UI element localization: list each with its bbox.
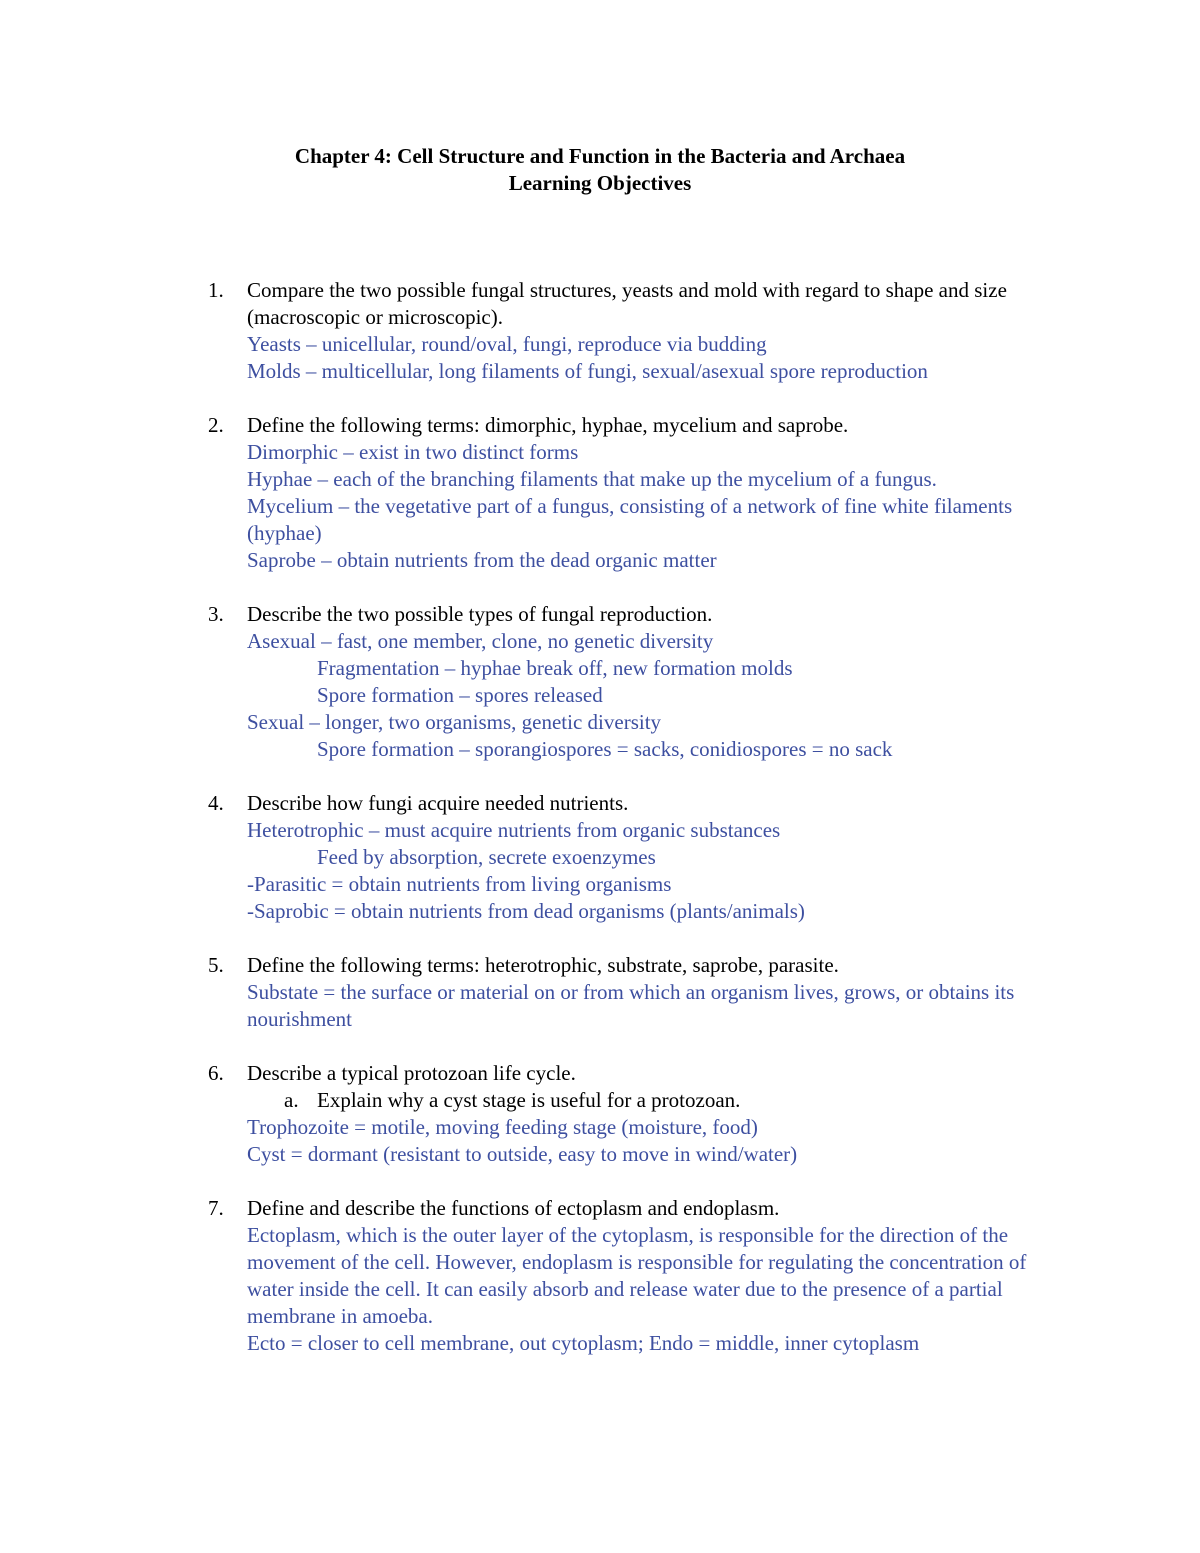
objective-answer: Mycelium – the vegetative part of a fungus, consisting of a network of fine white filaments (hyphae) bbox=[247, 494, 1013, 545]
objective-question: Describe a typical protozoan life cycle. bbox=[247, 1061, 576, 1085]
objective-item bbox=[208, 790, 1038, 925]
objective-number: 4. bbox=[208, 791, 224, 815]
objective-number: 5. bbox=[208, 953, 224, 977]
objective-answer-detail: Spore formation – spores released bbox=[317, 683, 603, 707]
objective-item bbox=[208, 952, 1038, 1033]
chapter-title: Chapter 4: Cell Structure and Function in the Bacteria and Archaea bbox=[294, 144, 906, 168]
objective-answer: -Saprobic = obtain nutrients from dead organisms (plants/animals) bbox=[247, 899, 805, 923]
subquestion-text: Explain why a cyst stage is useful for a protozoan. bbox=[317, 1088, 741, 1112]
objective-answer: Sexual – longer, two organisms, genetic diversity bbox=[247, 710, 662, 734]
objective-item bbox=[208, 277, 1038, 385]
objective-question: Define and describe the functions of ectoplasm and endoplasm. bbox=[247, 1196, 780, 1220]
objective-answer: -Parasitic = obtain nutrients from living organisms bbox=[247, 872, 672, 896]
section-subtitle: Learning Objectives bbox=[508, 171, 692, 195]
objective-answer-detail: Fragmentation – hyphae break off, new formation molds bbox=[317, 656, 793, 680]
objective-number: 1. bbox=[208, 278, 224, 302]
objective-answer: Saprobe – obtain nutrients from the dead organic matter bbox=[247, 548, 717, 572]
objective-answer: Substate = the surface or material on or from which an organism lives, grows, or obtains its nourishment bbox=[247, 980, 1015, 1031]
objective-item bbox=[208, 412, 1038, 574]
objective-item bbox=[208, 601, 1038, 763]
subquestion-label: a. bbox=[284, 1088, 299, 1112]
objective-question: Define the following terms: heterotrophic, substrate, saprobe, parasite. bbox=[247, 953, 839, 977]
objective-answer: Heterotrophic – must acquire nutrients from organic substances bbox=[247, 818, 781, 842]
objective-answer: Ectoplasm, which is the outer layer of the cytoplasm, is responsible for the direction of the movement of the cell. However, endoplasm is responsible for regulating the concentration of water inside the cell. It can easily absorb and release water due to the presence of a partial membrane in amoeba. bbox=[247, 1223, 1027, 1328]
objective-question: Define the following terms: dimorphic, hyphae, mycelium and saprobe. bbox=[247, 413, 849, 437]
objective-item bbox=[208, 1195, 1038, 1357]
objective-number: 6. bbox=[208, 1061, 224, 1085]
objective-answer: Hyphae – each of the branching filaments that make up the mycelium of a fungus. bbox=[247, 467, 937, 491]
objective-answer-detail: Spore formation – sporangiospores = sacks, conidiospores = no sack bbox=[317, 737, 893, 761]
objective-subquestion bbox=[247, 1087, 1038, 1114]
objective-number: 3. bbox=[208, 602, 224, 626]
objective-question: Compare the two possible fungal structures, yeasts and mold with regard to shape and size (macroscopic or microscopic). bbox=[247, 278, 1007, 329]
objective-number: 2. bbox=[208, 413, 224, 437]
objective-answer: Cyst = dormant (resistant to outside, easy to move in wind/water) bbox=[247, 1142, 798, 1166]
objective-answer: Yeasts – unicellular, round/oval, fungi, reproduce via budding bbox=[247, 332, 767, 356]
objective-answer: Trophozoite = motile, moving feeding stage (moisture, food) bbox=[247, 1115, 758, 1139]
objective-answer: Ecto = closer to cell membrane, out cytoplasm; Endo = middle, inner cytoplasm bbox=[247, 1331, 920, 1355]
objective-answer-detail: Feed by absorption, secrete exoenzymes bbox=[317, 845, 656, 869]
objective-answer: Asexual – fast, one member, clone, no genetic diversity bbox=[247, 629, 714, 653]
objective-question: Describe how fungi acquire needed nutrients. bbox=[247, 791, 629, 815]
objectives-list bbox=[208, 277, 1038, 1384]
objective-answer: Molds – multicellular, long filaments of fungi, sexual/asexual spore reproduction bbox=[247, 359, 928, 383]
objective-item bbox=[208, 1060, 1038, 1168]
objective-number: 7. bbox=[208, 1196, 224, 1220]
objective-question: Describe the two possible types of fungal reproduction. bbox=[247, 602, 713, 626]
objective-answer: Dimorphic – exist in two distinct forms bbox=[247, 440, 579, 464]
